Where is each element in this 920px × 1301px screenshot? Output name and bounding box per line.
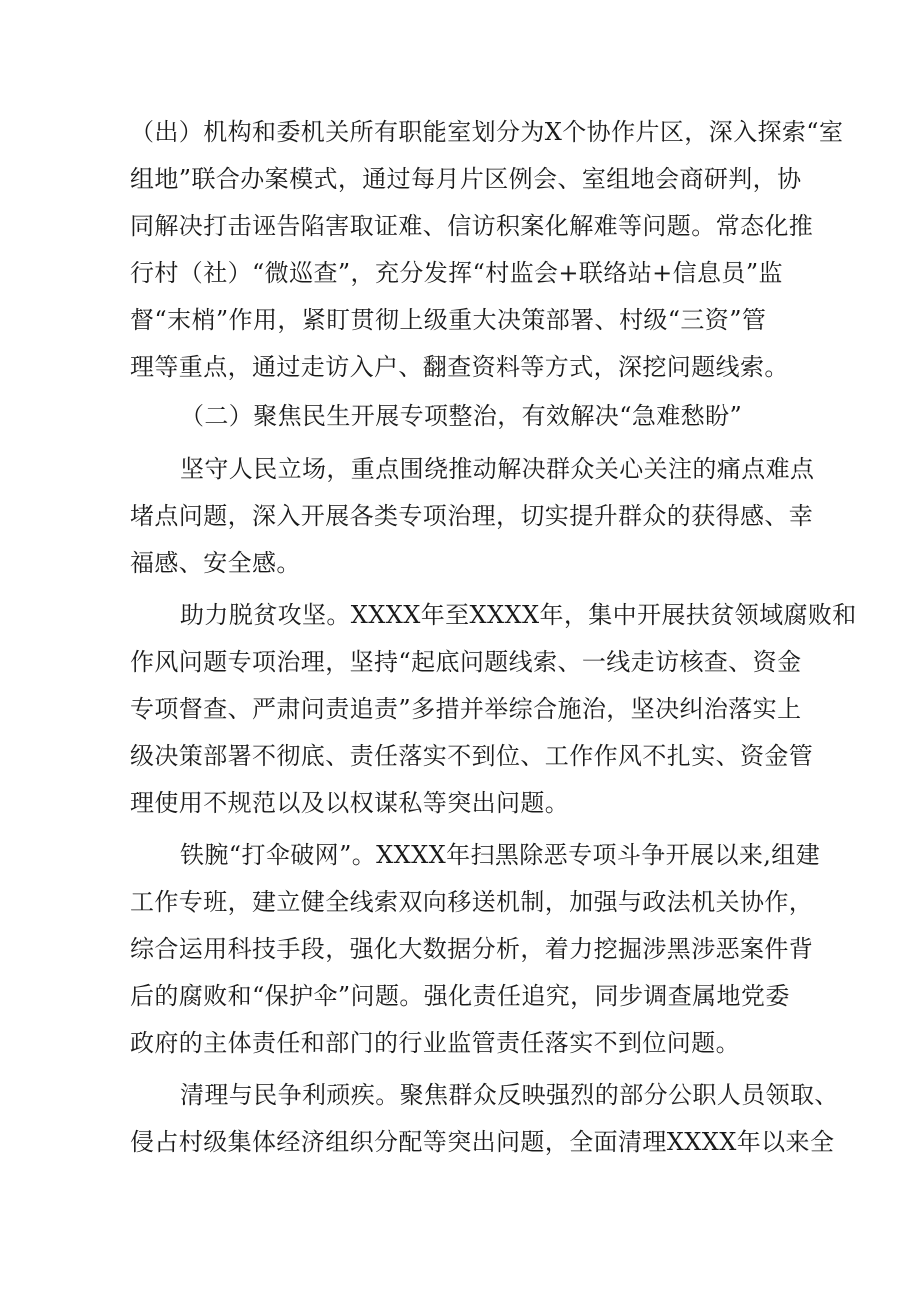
text-line: 行村（社）“微巡查”，充分发挥“村监会+联络站+信息员”监 <box>130 259 783 287</box>
section-heading: （二）聚焦民生开展专项整治，有效解决“急难愁盼” <box>180 402 743 430</box>
text-line: 专项督查、严肃问责追责”多措并举综合施治，坚决纠治落实上 <box>130 695 802 723</box>
text-line: 堵点问题，深入开展各类专项治理，切实提升群众的获得感、幸 <box>130 502 814 530</box>
text-line: 理等重点，通过走访入户、翻查资料等方式，深挖问题线索。 <box>130 353 789 381</box>
text-line: 侵占村级集体经济组织分配等突出问题，全面清理XXXX年以来全 <box>130 1128 835 1156</box>
text-line: 工作专班，建立健全线索双向移送机制，加强与政法机关协作， <box>130 888 814 916</box>
text-line: 政府的主体责任和部门的行业监管责任落实不到位问题。 <box>130 1029 740 1057</box>
text-line: 督“末梢”作用，紧盯贯彻上级重大决策部署、村级“三资”管 <box>130 306 767 334</box>
text-line: 后的腐败和“保护伞”问题。强化责任追究，同步调查属地党委 <box>130 982 790 1010</box>
text-line: 同解决打击诬告陷害取证难、信访积案化解难等问题。常态化推 <box>130 212 814 240</box>
text-line: 理使用不规范以及以权谋私等突出问题。 <box>130 789 570 817</box>
text-line: 级决策部署不彻底、责任落实不到位、工作作风不扎实、资金管 <box>130 742 814 770</box>
text-line: 铁腕“打伞破网”。XXXX年扫黑除恶专项斗争开展以来,组建 <box>180 841 821 869</box>
text-line: 助力脱贫攻坚。XXXX年至XXXX年，集中开展扶贫领域腐败和 <box>180 601 857 629</box>
text-line: 福感、安全感。 <box>130 549 301 577</box>
text-line: 坚守人民立场，重点围绕推动解决群众关心关注的痛点难点 <box>180 455 815 483</box>
text-line: 作风问题专项治理，坚持“起底问题线索、一线走访核查、资金 <box>130 648 802 676</box>
text-line: 清理与民争利顽疾。聚焦群众反映强烈的部分公职人员领取、 <box>180 1081 839 1109</box>
text-line: 综合运用科技手段，强化大数据分析，着力挖掘涉黑涉恶案件背 <box>130 935 814 963</box>
text-line: （出）机构和委机关所有职能室划分为X个协作片区，深入探索“室 <box>130 118 844 146</box>
text-line: 组地”联合办案模式，通过每月片区例会、室组地会商研判，协 <box>130 165 802 193</box>
